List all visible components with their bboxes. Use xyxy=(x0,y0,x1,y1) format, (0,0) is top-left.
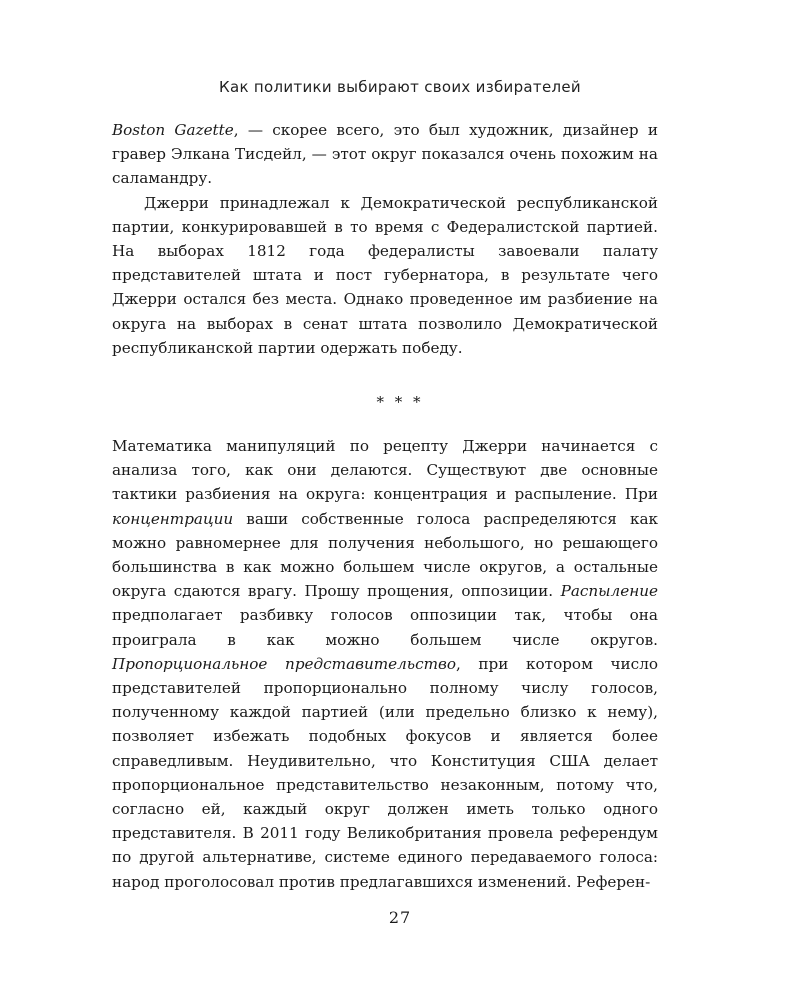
italic-term: Распыление xyxy=(560,582,658,601)
paragraph-text: ваши собственные голоса распределяются как можно равномернее для получения небольшого, но решающего большинства в как можно большем числе округов, а остальные округа сдаются врагу. Прошу прощения, оппозиции. xyxy=(112,509,658,601)
italic-term: Boston Gazette xyxy=(112,121,234,139)
paragraph-2: Джерри принадлежал к Демократической республиканской партии, конкурировавшей в то время с Федералистской партией. На выборах 1812 года федералисты завоевали палату представителей штата и пост губернатора, в результате чего Джерри остался без места. Однако проведенное им разбиение на округа на выборах в сенат штата позволило Демократической республиканской партии одержать победу. xyxy=(112,193,658,357)
paragraph-text: , при котором число представителей пропорционально полному числу голосов, полученному каждой партией (или предельно близко к нему), позволяет избежать подобных фокусов и является более справедливым. Неудивительно, что Конституция США делает пропорциональное представительство незаконным, потому что, согласно ей, каждый округ должен иметь только одного представителя. В 2011 году Великобритания провела референдум по другой альтернативе, системе единого передаваемого голоса: народ проголосовал против предлагавшихся изменений. Референ- xyxy=(112,654,658,891)
paragraph-text: , — скорее всего, это был художник, дизайнер и гравер Элкана Тисдейл, — этот округ показался очень похожим на саламандру. xyxy=(112,121,658,188)
section-separator: * * * xyxy=(376,393,424,411)
paragraph-text: Математика манипуляций по рецепту Джерри начинается с анализа того, как они делаются. Существуют две основные тактики разбиения на округа: концентрация и распыление. При xyxy=(112,437,658,504)
paragraph-text: предполагает разбивку голосов оппозиции так, чтобы она проиграла в как можно большем числе округов. xyxy=(112,606,658,649)
text-section-1 xyxy=(112,118,658,360)
paragraph-1 xyxy=(112,118,658,191)
running-head: Как политики выбирают своих избирателей xyxy=(219,78,581,96)
page-number: 27 xyxy=(388,908,412,927)
italic-term: концентрации xyxy=(112,509,234,528)
text-section-2 xyxy=(112,434,658,894)
paragraph-3 xyxy=(112,434,658,894)
italic-term: Пропорциональное представительство xyxy=(112,654,456,673)
